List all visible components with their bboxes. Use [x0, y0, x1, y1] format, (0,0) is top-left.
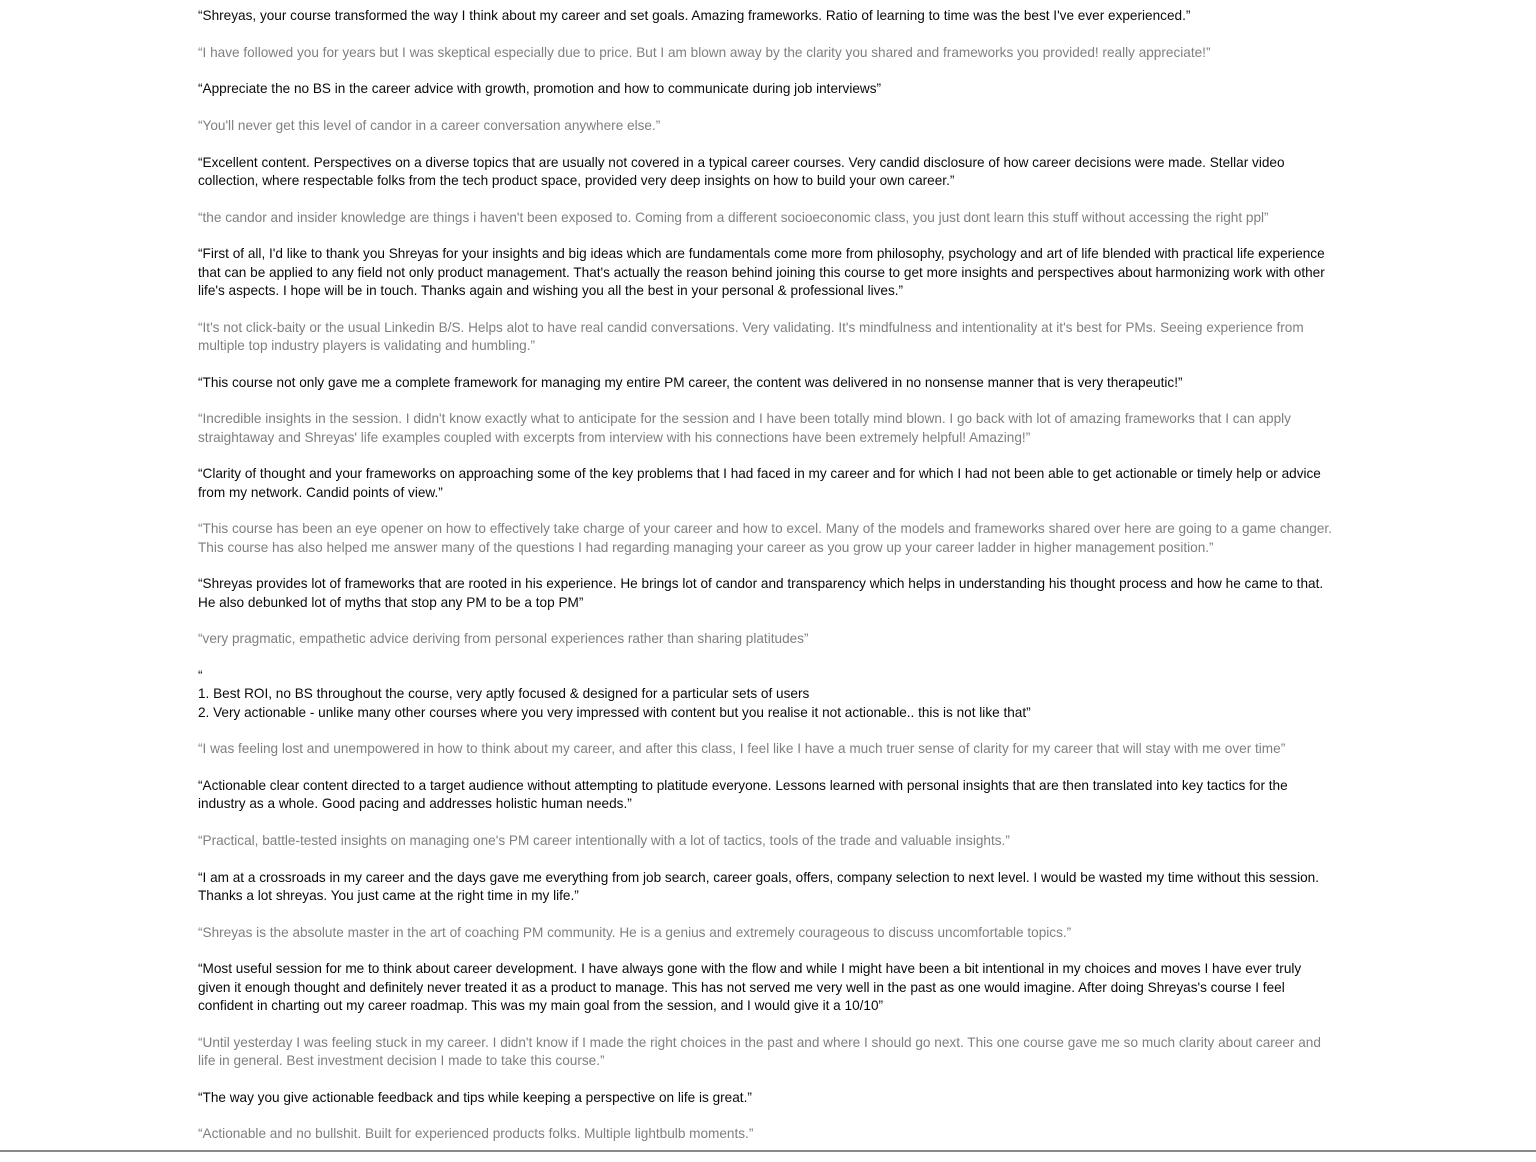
testimonial-quote: “very pragmatic, empathetic advice deriving from personal experiences rather than sharing platitudes” — [198, 631, 809, 647]
testimonial-quote: “Excellent content. Perspectives on a diverse topics that are usually not covered in a typical career courses. Very candid disclosure of how career decisions were made. Stellar video collection, where respectable folks from the tech product space, provided very deep insights on how to build your own career.” — [198, 154, 1285, 189]
testimonial-quote: “I was feeling lost and unempowered in how to think about my career, and after this class, I feel like I have a much truer sense of clarity for my career that will stay with me over time” — [198, 741, 1286, 757]
testimonial-quote: “Actionable clear content directed to a target audience without attempting to platitude everyone. Lessons learned with personal insights that are then translated into key tactics for the industry as a whole. Good pacing and addresses holistic human needs.” — [198, 777, 1288, 812]
testimonial-quote: “Shreyas is the absolute master in the art of coaching PM community. He is a genius and extremely courageous to discuss uncomfortable topics.” — [198, 924, 1072, 940]
testimonial-quote: “Actionable and no bullshit. Built for experienced products folks. Multiple lightbulb moments.” — [198, 1126, 754, 1142]
testimonial-quote: “ 1. Best ROI, no BS throughout the course, very aptly focused & designed for a particular sets of users 2. Very actionable - unlike many other courses where you very impressed with content but you realise it not actionable.. this is not like that” — [198, 668, 1031, 720]
testimonial-quote: “This course has been an eye opener on how to effectively take charge of your career and how to excel. Many of the models and frameworks shared over here are going to a game changer. This course has also helped me answer many of the questions I had regarding managing your career as you grow up your career ladder in higher management position.” — [198, 521, 1332, 555]
testimonial-quote: “First of all, I'd like to thank you Shreyas for your insights and big ideas which are fundamentals come more from philosophy, psychology and art of life blended with practical life experience that can be applied to any field not only product management. That's actually the reason behind joining this course to get more insights and perspectives about harmonizing work with other life's aspects. I hope will be in touch. Thanks again and wishing you all the best in your personal & professional lives.” — [198, 246, 1325, 299]
testimonial-quote: “You'll never get this level of candor in a career conversation anywhere else.” — [198, 118, 661, 134]
testimonial-quote: “Shreyas, your course transformed the way I think about my career and set goals. Amazing frameworks. Ratio of learning to time was the best I've ever experienced.” — [198, 8, 1191, 23]
testimonial-quote: “Until yesterday I was feeling stuck in my career. I didn't know if I made the right choices in the past and where I should go next. This one course gave me so much clarity about career and life in general. Best investment decision I made to take this course.” — [198, 1034, 1321, 1068]
testimonial-quote: “the candor and insider knowledge are things i haven't been exposed to. Coming from a different socioeconomic class, you just dont learn this stuff without accessing the right ppl” — [198, 209, 1269, 225]
testimonial-quote: “Incredible insights in the session. I didn't know exactly what to anticipate for the session and I have been totally mind blown. I go back with lot of amazing frameworks that I can apply straightaway and Shreyas' life examples coupled with excerpts from interview with his connections have been extremely helpful! Amazing!” — [198, 411, 1291, 445]
testimonial-quote: “Appreciate the no BS in the career advice with growth, promotion and how to communicate during job interviews” — [198, 81, 882, 97]
testimonial-quote: “I have followed you for years but I was skeptical especially due to price. But I am blown away by the clarity you shared and frameworks you provided! really appreciate!” — [198, 44, 1211, 60]
testimonial-quote: “I am at a crossroads in my career and the days gave me everything from job search, career goals, offers, company selection to next level. I would be wasted my time without this session. Thanks a lot shreyas. You just came at the right time in my life.” — [198, 869, 1319, 903]
testimonial-quote: “The way you give actionable feedback and tips while keeping a perspective on life is great.” — [198, 1089, 752, 1105]
testimonial-list — [198, 7, 1333, 1162]
testimonial-quote: “Practical, battle-tested insights on managing one's PM career intentionally with a lot of tactics, tools of the trade and valuable insights.” — [198, 832, 1010, 848]
testimonial-quote: “It's not click-baity or the usual Linkedin B/S. Helps alot to have real candid conversations. Very validating. It's mindfulness and intentionality at it's best for PMs. Seeing experience from multiple top industry players is validating and humbling.” — [198, 319, 1304, 353]
testimonial-quote: “Shreyas provides lot of frameworks that are rooted in his experience. He brings lot of candor and transparency which helps in understanding his thought process and how he came to that. He also debunked lot of myths that stop any PM to be a top PM” — [198, 576, 1324, 610]
testimonial-quote: “This course not only gave me a complete framework for managing my entire PM career, the content was delivered in no nonsense manner that is very therapeutic!” — [198, 374, 1183, 390]
testimonial-quote: “Most useful session for me to think about career development. I have always gone with the flow and while I might have been a bit intentional in my choices and moves I have ever truly given it enough thought and definitely never treated it as a product to manage. This has not served me very well in the past as one would imagine. After doing Shreyas's course I feel confident in charting out my career roadmap. This was my main goal from the session, and I would give it a 10/10” — [198, 961, 1302, 1013]
testimonial-quote: “Clarity of thought and your frameworks on approaching some of the key problems that I had faced in my career and for which I had not been able to get actionable or timely help or advice from my network. Candid points of view.” — [198, 466, 1321, 500]
